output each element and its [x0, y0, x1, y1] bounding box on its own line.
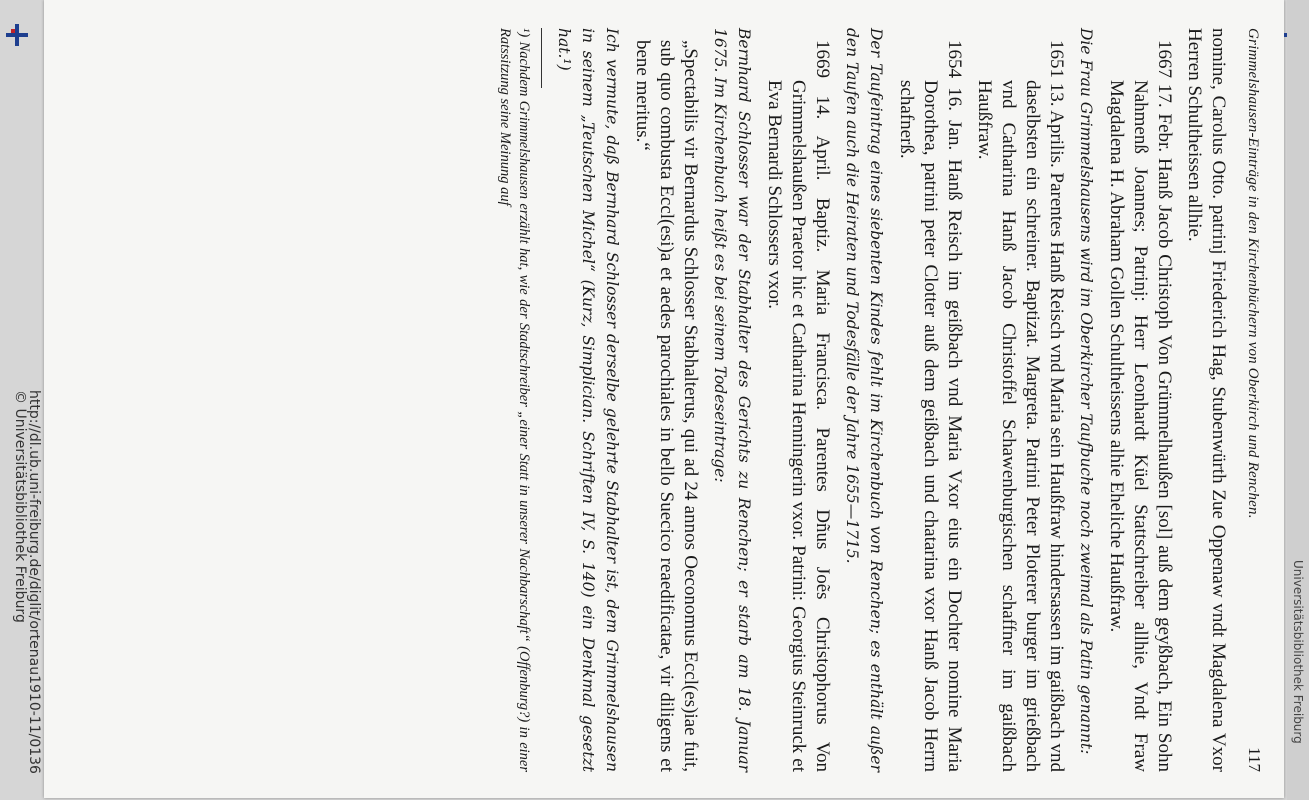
body-line: 1651 13. Aprilis. Parentes Hanß Reisch vnd Maria sein Haußfraw hindersassen im gaißbach vnd daselbsten ein schreiner. Baptizat. Margreta. Patrini Peter Ploterer burger im grießbach vnd Catharina Hanß Jacob Christoffel Schawenburgischen schaffner im gaißbach Haußfraw.	[974, 40, 1067, 772]
header-title: Grimmelshausen-Einträge in den Kirchenbüchern von Oberkirch und Renchen.	[1245, 28, 1261, 519]
body-line: Ich vermute, daß Bernhard Schlosser derselbe gelehrte Stabhalter ist, dem Grimmelshausen in seinem „Teutschen Michel“ (Kurz, Simplician. Schriften IV, S. 140) ein Denkmal gesetzt hat.¹)	[555, 28, 621, 772]
body-line: „Spectabilis vir Bernardus Schlosser Stabhalterus, qui ad 24 annos Oeconomus Eccl(es)iae fuit, sub quo combusta Eccl(esi)a et aedes parochiales in bello Suecico reaedificatae, vir diligens et bene meritus.“	[632, 40, 701, 772]
right-margin-strip	[1287, 0, 1309, 800]
page-number: 117	[1245, 747, 1264, 772]
body-line: 1667 17. Febr. Hanß Jacob Christoph Von Grümmelhaußen [sol] auß dem geyßbach, Ein Sohn Nahmenß Joannes; Patrinj: Herr Leonhardt Küel Stattschreiber allhie, Vndt Fraw Magdalena H. Abraham Gollen Schultheissens alhie Eheliche Haußfraw.	[1106, 40, 1175, 772]
page-content	[54, 10, 1274, 790]
right-strip-text: Universitätsbibliothek Freiburg	[1291, 560, 1305, 744]
source-url[interactable]: http://dl.ub.uni-freiburg.de/diglit/ortenau1910-11/0136	[26, 390, 42, 774]
body-line: 1654 16. Jan. Hanß Reisch im geißbach vnd Maria Vxor eius ein Dochter nomine Maria Dorothea, patrini peter Clotter auß dem geißbach und chatarina vxor Hanß Jacob Herrn schafnerß.	[896, 40, 965, 772]
body-line: Der Taufeintrag eines siebenten Kindes fehlt im Kirchenbuch von Renchen; es enthält außer den Taufen auch die Heiraten und Todesfälle der Jahre 1655—1715.	[843, 28, 885, 772]
footnote-divider	[541, 28, 542, 88]
running-header	[1241, 28, 1266, 772]
body-line: 1669 14. April. Baptiz. Maria Francisca. Parentes Dñus Joẽs Christophorus Von Grimmelshaußen Praetor hic et Catharina Henningerin vxor. Patrini: Georgius Steinruck et Eva Bernardi Schlossers vxor.	[764, 40, 833, 772]
page-body	[489, 28, 1230, 772]
body-line: nomine, Carolus Otto. patrinj Friederich Hag, Stubenwürth Zue Oppenaw vndt Magdalena Vxor Herren Schultheissen allhie.	[1184, 28, 1229, 772]
source-url-sidebar	[14, 0, 44, 800]
body-line: Bernhard Schlosser war der Stabhalter des Gerichts zu Renchen; er starb am 18. Januar 1675. Im Kirchenbuch heißt es bei seinem Todeseintrage:	[711, 28, 753, 772]
body-line: Die Frau Grimmelshausens wird im Oberkircher Taufbuche noch zweimal als Patin genannt:	[1077, 28, 1095, 755]
footnote: ¹) Nachdem Grimmelshausen erzählt hat, wie der Stadtschreiber „einer Statt in unserer Nachbarschaft“ (Offenburg?) in einer Ratssitzung seine Meinung auf	[497, 28, 532, 772]
copyright-notice: © Universitätsbibliothek Freiburg	[12, 390, 28, 623]
scanned-page	[44, 0, 1284, 798]
